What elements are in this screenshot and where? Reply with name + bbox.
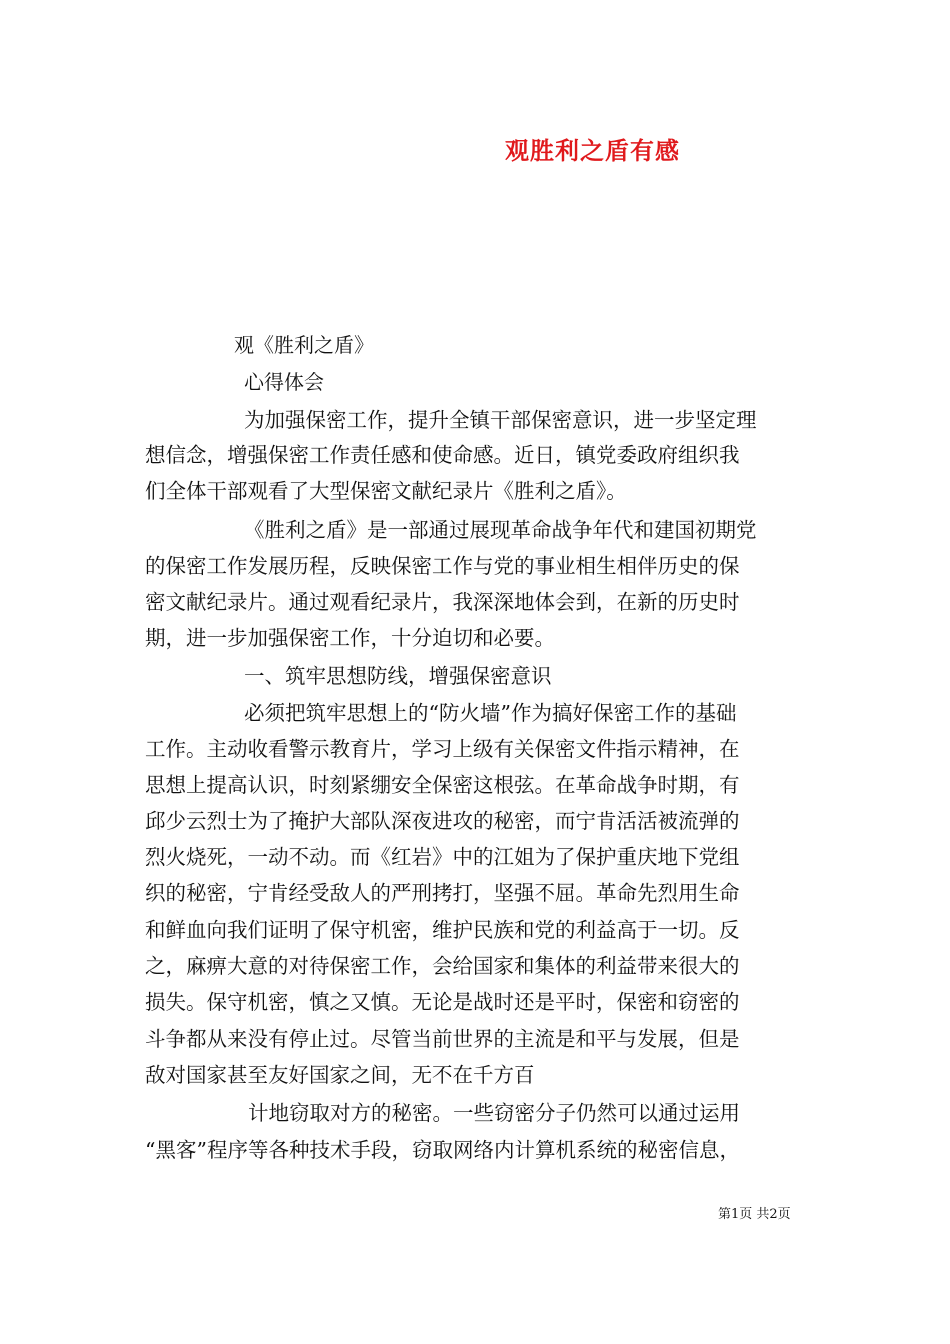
body-line: 必须把筑牢思想上的“防火墙”作为搞好保密工作的基础 [244, 701, 737, 725]
subtitle-reflection: 心得体会 [244, 370, 324, 394]
body-line: 织的秘密，宁肯经受敌人的严刑拷打，坚强不屈。革命先烈用生命 [145, 881, 740, 905]
body-line: 期，进一步加强保密工作，十分迫切和必要。 [145, 626, 555, 650]
body-line: 之，麻痹大意的对待保密工作，会给国家和集体的利益带来很大的 [145, 954, 740, 978]
body-line: 斗争都从来没有停止过。尽管当前世界的主流是和平与发展，但是 [145, 1027, 740, 1051]
subtitle-film: 观《胜利之盾》 [234, 333, 374, 357]
body-line: 《胜利之盾》是一部通过展现革命战争年代和建国初期党 [244, 518, 757, 542]
body-line: “黑客”程序等各种技术手段，窃取网络内计算机系统的秘密信息， [145, 1138, 740, 1162]
body-line: 想信念，增强保密工作责任感和使命感。近日，镇党委政府组织我 [145, 443, 740, 467]
body-line: 烈火烧死，一动不动。而《红岩》中的江姐为了保护重庆地下党组 [145, 845, 740, 869]
section-heading: 一、筑牢思想防线，增强保密意识 [244, 664, 552, 688]
body-line: 损失。保守机密，慎之又慎。无论是战时还是平时，保密和窃密的 [145, 990, 740, 1014]
body-line: 为加强保密工作，提升全镇干部保密意识，进一步坚定理 [244, 408, 757, 432]
body-line: 敌对国家甚至友好国家之间，无不在千方百 [145, 1063, 535, 1087]
body-line: 思想上提高认识，时刻紧绷安全保密这根弦。在革命战争时期，有 [145, 773, 740, 797]
document-title: 观胜利之盾有感 [505, 136, 680, 165]
page-number: 第1页 共2页 [718, 1207, 791, 1222]
body-line: 和鲜血向我们证明了保守机密，维护民族和党的利益高于一切。反 [145, 918, 740, 942]
body-line: 密文献纪录片。通过观看纪录片，我深深地体会到，在新的历史时 [145, 590, 740, 614]
body-line: 计地窃取对方的秘密。一些窃密分子仍然可以通过运用 [248, 1101, 740, 1125]
body-line: 邱少云烈士为了掩护大部队深夜进攻的秘密，而宁肯活活被流弹的 [145, 809, 740, 833]
body-line: 们全体干部观看了大型保密文献纪录片《胜利之盾》。 [145, 479, 627, 503]
body-line: 的保密工作发展历程，反映保密工作与党的事业相生相伴历史的保 [145, 554, 740, 578]
body-line: 工作。主动收看警示教育片，学习上级有关保密文件指示精神，在 [145, 737, 740, 761]
